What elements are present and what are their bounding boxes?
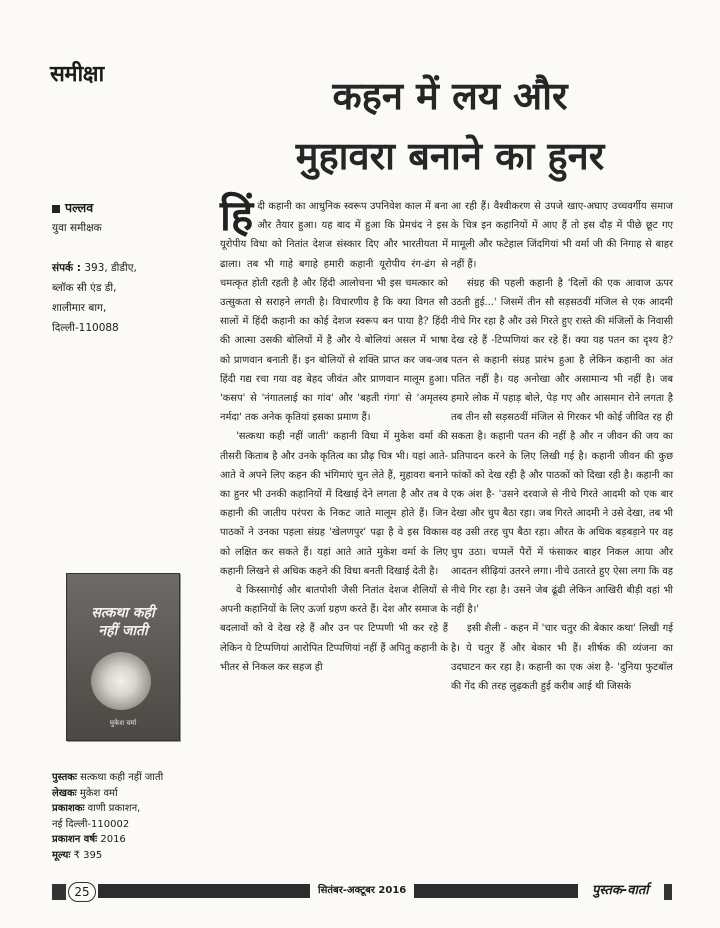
page-number: 25: [68, 882, 96, 902]
author-block: [52, 198, 202, 338]
section-tag: समीक्षा: [50, 62, 104, 87]
paragraph: संग्रह की पहली कहानी है 'दिलों की एक आवाज ऊपर उठती हुई...' जिसमें तीन सौ सड़सठवीं मंजिल से एक आदमी नीचे गिर रहा है और उसे गिरते हुए रास्ते की मंजिलों के निवासी देख रहे हैं -टिप्पणियां कर रहे हैं। क्या यह पतन का दृश्य है? पतन से कहानी संग्रह प्रारंभ हुआ है लेकिन कहानी का अंत पतित नहीं है। यह अनोखा और असामान्य भी नहीं है। जब हमारे लोक में पहाड़ बोले, पेड़ गए और आसमान रोने लगता है तब तीन सौ सड़सठवीं मंजिल से गिरकर भी कोई जीवित रह ही सकता है। कहानी पतन की नहीं है और न जीवन की जय का प्रतिपादन करने के लिए लिखी गई है। कहानी जीवन की कुछ फांकों को देख रही है और पाठकों को दिखा रही है। कहानी का एक अंश है- 'उसने दरवाजे से नीचे गिरते आदमी को एक बार देखा और चुप बैठा रहा। जब गिरते आदमी ने उसे देखा, तब भी वह उसी तरह चुप बैठा रहा। औरत के अधिक बड़बड़ाने पर वह चुप उठा। चप्पलें पैरों में फंसाकर बाहर निकल आया और आदतन सीढ़ियां उतरने लगा। नीचे उतारते हुए ऐसा लगा कि वह नीचे गिर रहा है। उसने जेब ढूंढी लेकिन आखिरी बीड़ी वहां भी नहीं है।': [451, 277, 673, 616]
title-line-1: कहन में लय और: [332, 74, 568, 118]
book-info-row: लेखकः मुकेश वर्मा: [52, 787, 118, 799]
book-info-row: प्रकाशकः वाणी प्रकाशन,: [52, 803, 141, 815]
paragraph: 'सत्कथा कही नहीं जाती' कहानी विधा में मुकेश वर्मा की तीसरी किताब है और उनके कृतित्व का प्रौढ़ चित्र भी। यहां आते-आते वे अपने लिए कहन की भंगिमाएं चुन लेते हैं, मुहावरा बनाने का हुनर भी उनकी कहानियों में दिखाई देने लगता है और तब वे कहानी की जातीय परंपरा के निकट जाते मालूम होते हैं। जिन पाठकों ने उनका पहला संग्रह 'खेलणपुर' पढ़ा है वे इस विकास को लक्षित कर सकते हैं। यहां आते आते मुकेश वर्मा के लिए कहानी लिखने से अधिक कहने की विधा बनती दिखाई देती है।: [220, 431, 448, 577]
page-footer: [52, 880, 672, 902]
contact-line: 393, डीडीए,: [84, 262, 137, 274]
contact-line: दिल्ली-110088: [52, 322, 119, 334]
issue-date: सितंबर-अक्टूबर 2016: [310, 881, 414, 901]
contact-line: शालीमार बाग,: [52, 302, 107, 314]
book-info-row: नई दिल्ली-110002: [52, 818, 130, 830]
footer-bar-right: [664, 884, 672, 900]
paragraph: हिंदी कहानी का आधुनिक स्वरूप उपनिवेश काल में बना और तैयार हुआ। यह बाद में हुआ कि प्रेमचंद ने इस यूरोपीय विधा को नितांत देशज संस्कार दिए और भारतीयता में ढाला। तब भी गाहे बगाहे हमारी कहानी यूरोपीय रंग-ढंग से चमत्कृत होती रहती है और हिंदी आलोचना भी इस चमत्कार को उत्सुकता से सराहने लगती है। विचारणीय है कि क्या विगत सौ सालों में हिंदी कहानी का कोई देशज स्वरूप बन पाया है? हिंदी की आत्मा उसकी बोलियों में है और ये बोलियां असल में भाषा को प्राणवान बनाती हैं। इन बोलियों से शक्ति प्राप्त कर जब-जब हिंदी गद्य रचा गया वह बेहद जीवंत और प्राणवान मालूम हुआ। 'कसप' से 'नंगातलाई का गांव' और 'बहती गंगा' से 'अमृतस्य नर्मदा' तक अनेक कृतियां इसका प्रमाण हैं।: [220, 191, 448, 424]
drop-cap: हिं: [220, 191, 254, 240]
footer-bar-left: [52, 884, 66, 900]
square-bullet-icon: [52, 205, 60, 213]
book-info: [52, 770, 212, 864]
book-info-row: पुस्तकः सत्कथा कही नहीं जाती: [52, 772, 164, 783]
article-column-2: [451, 197, 673, 696]
article-column-1: [220, 191, 448, 677]
book-info-row: प्रकाशन वर्षः 2016: [52, 834, 126, 846]
article-title: [230, 66, 670, 186]
paragraph: इसी शैली - कहन में 'चार चतुर की बेकार कथा' लिखी गई है। ये चतुर हैं और बेकार भी हैं। शीर्षक की व्यंजना का उदघाटन कर रहा है। कहानी का एक अंश है- 'दुनिया फुटबॉल की गेंद की तरह लुढ़कती हुई करीब आई थी जिसके: [451, 623, 673, 693]
author-role: युवा समीक्षक: [52, 222, 102, 234]
author-name: पल्लव: [52, 198, 202, 218]
author-contact: [52, 258, 202, 338]
book-cover-title: सत्कथा कही नहीं जाती: [91, 605, 155, 639]
flower-illustration: [91, 652, 151, 710]
book-cover-author: मुकेश वर्मा: [109, 719, 137, 727]
paragraph: वे किस्सागोई और बातपोशी जैसी नितांत देशज शैलियों से अपनी कहानियों के लिए ऊर्जा ग्रहण करते हैं। देश और समाज के बदलावों को वे देख रहे हैं और उन पर टिप्पणी भी कर रहे हैं लेकिन ये टिप्पणियां आरोपित टिप्पणियां नहीं हैं अपितु कहानी के भीतर से निकल कर सहज ही: [220, 585, 448, 673]
paragraph: आ रही हैं। वैश्वीकरण से उपजे खाए-अघाए उच्चवर्गीय समाज के चित्र इन कहानियों में आए हैं तो इस दौड़ में पीछे छूट गए मामूली और फटेहाल जिंदगियां भी वर्मा जी की निगाह से बाहर नहीं हैं।: [451, 201, 673, 270]
contact-line: ब्लॉक सी एंड डी,: [52, 282, 117, 294]
magazine-logo: पुस्तक-वार्ता: [592, 883, 649, 898]
contact-label: संपर्क :: [52, 262, 81, 274]
book-cover-image: [66, 573, 180, 741]
book-info-row: मूल्यः ₹ 395: [52, 849, 103, 861]
title-line-2: मुहावरा बनाने का हुनर: [295, 134, 605, 178]
